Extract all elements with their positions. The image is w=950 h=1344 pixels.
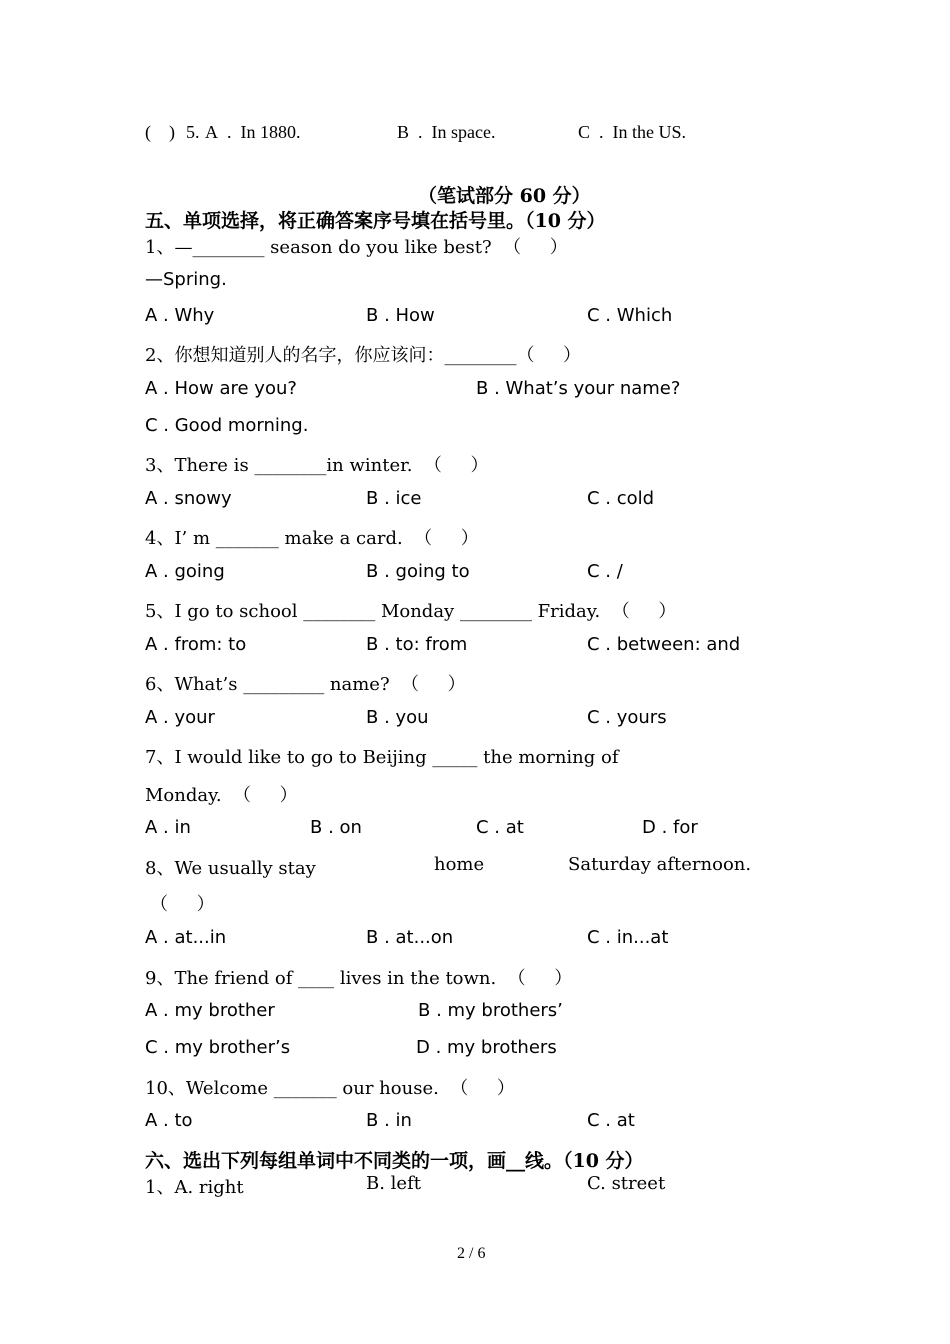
q3-text: 3、There is ________in winter. （ ） [145, 455, 489, 476]
q5-text: 5、I go to school ________ Monday ________ Friday. （ ） [145, 601, 677, 622]
q6-option-c: C . yours [587, 707, 667, 728]
listening-q5-option-b: B . In space. [397, 122, 496, 142]
q7-text-line2: Monday. （ ） [145, 785, 298, 806]
q7-option-b: B . on [310, 817, 362, 838]
q10-option-a: A . to [145, 1110, 193, 1131]
q8-option-a: A . at...in [145, 927, 227, 948]
q7-text: 7、I would like to go to Beijing _____ the morning of [145, 747, 619, 768]
q1-option-c: C . Which [587, 305, 673, 326]
q7-option-c: C . at [476, 817, 524, 838]
q6-option-a: A . your [145, 707, 215, 728]
q5-option-b: B . to: from [366, 634, 468, 655]
s6-q1-option-a: 1、A. right [145, 1177, 244, 1198]
q4-option-b: B . going to [366, 561, 470, 582]
q9-text: 9、The friend of ____ lives in the town. （ ） [145, 968, 573, 989]
q9-option-b: B . my brothers’ [418, 1000, 563, 1021]
q4-option-a: A . going [145, 561, 225, 582]
q8-option-c: C . in...at [587, 927, 669, 948]
q4-text: 4、I’ m _______ make a card. （ ） [145, 528, 479, 549]
q1-option-a: A . Why [145, 305, 215, 326]
listening-q5-option-a: A . In 1880. [205, 122, 301, 142]
q6-option-b: B . you [366, 707, 429, 728]
section5-title: 五、单项选择，将正确答案序号填在括号里。（10 分） [145, 210, 606, 232]
q6-text: 6、What’s _________ name? （ ） [145, 674, 466, 695]
written-part-header: （笔试部分 60 分） [418, 185, 591, 207]
q7-option-a: A . in [145, 817, 191, 838]
q1-option-b: B . How [366, 305, 435, 326]
q5-option-c: C . between: and [587, 634, 741, 655]
listening-q5-option-c: C . In the US. [578, 122, 686, 142]
s6-q1-option-b: B. left [366, 1173, 421, 1194]
listening-q5-bracket: ( ) [145, 122, 175, 142]
page-number: 2 / 6 [457, 1245, 486, 1262]
q3-option-a: A . snowy [145, 488, 232, 509]
q8-text-part1: 8、We usually stay [145, 858, 316, 879]
q9-option-a: A . my brother [145, 1000, 275, 1021]
q10-option-c: C . at [587, 1110, 635, 1131]
q10-option-b: B . in [366, 1110, 412, 1131]
q4-option-c: C . / [587, 561, 623, 582]
q9-option-d: D . my brothers [416, 1037, 557, 1058]
section6-title: 六、选出下列每组单词中不同类的一项，画__线。（10 分） [145, 1150, 644, 1172]
q7-option-d: D . for [642, 817, 698, 838]
q10-text: 10、Welcome _______ our house. （ ） [145, 1078, 515, 1099]
q2-option-b: B . What’s your name? [476, 378, 681, 399]
q8-text-part2: home [434, 854, 485, 875]
q8-option-b: B . at...on [366, 927, 454, 948]
q9-option-c: C . my brother’s [145, 1037, 291, 1058]
s6-q1-option-c: C. street [587, 1173, 666, 1194]
q2-option-c: C . Good morning. [145, 415, 309, 436]
q8-text-part3: Saturday afternoon. [568, 854, 752, 875]
listening-q5-number: 5. [186, 122, 200, 142]
q8-text-line2: （ ） [150, 894, 215, 915]
q5-option-a: A . from: to [145, 634, 247, 655]
q3-option-c: C . cold [587, 488, 655, 509]
q3-option-b: B . ice [366, 488, 422, 509]
q1-text-line2: —Spring. [145, 269, 227, 290]
q2-option-a: A . How are you? [145, 378, 297, 399]
q2-text: 2、你想知道别人的名字，你应该问：________（ ） [145, 345, 582, 366]
q1-text: 1、—________ season do you like best? （ ） [145, 237, 568, 258]
